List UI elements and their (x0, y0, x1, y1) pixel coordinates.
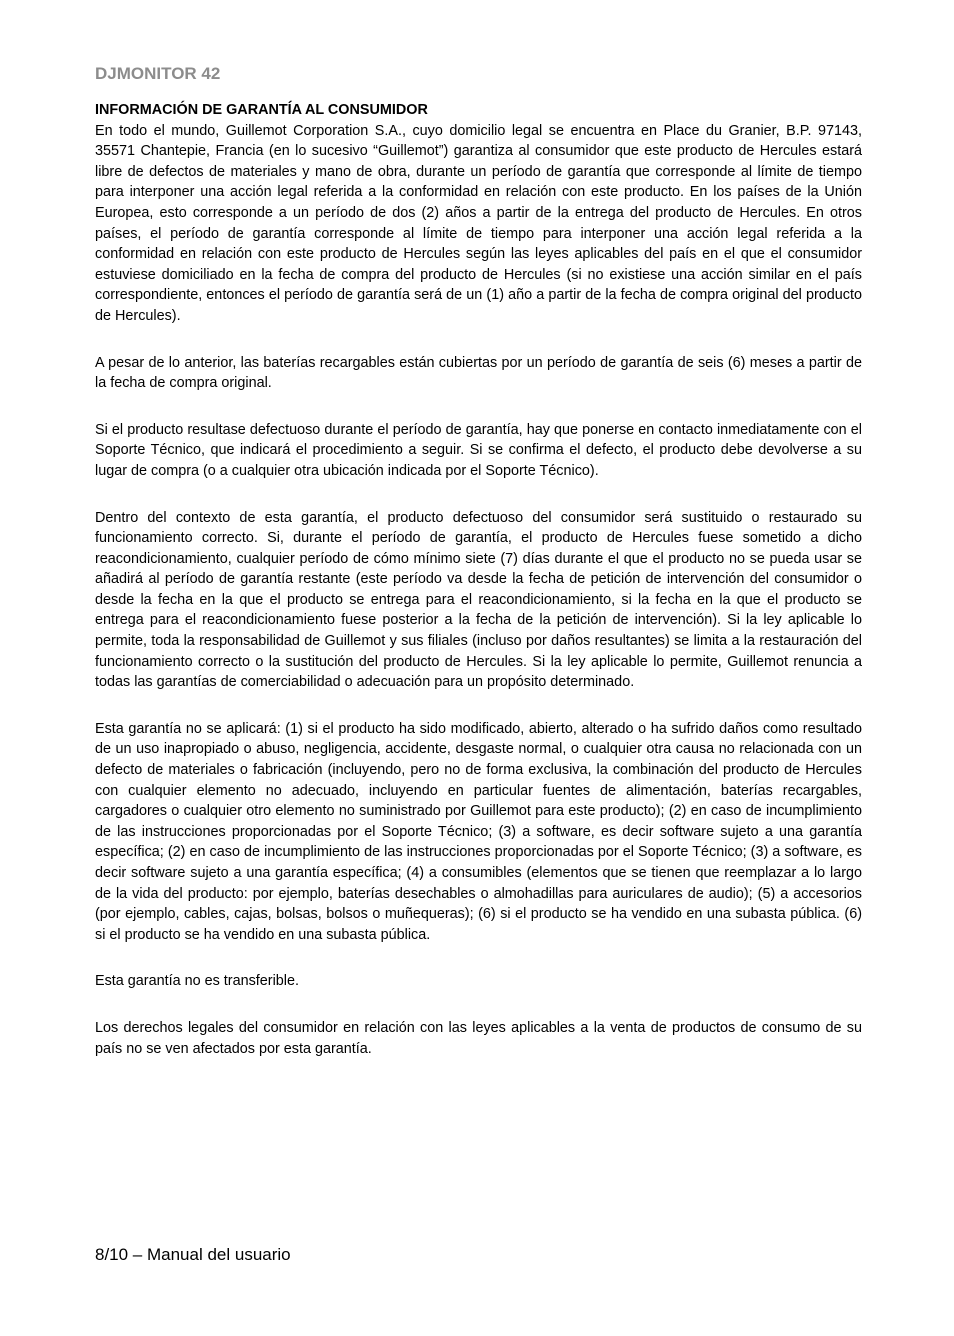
paragraph-exclusions: Esta garantía no se aplicará: (1) si el producto ha sido modificado, abierto, alterado o ha sufrido daños como resultado de un uso inapropiado o abuso, negligencia, accidente, desgaste normal, o cualquier otra causa no relacionada con un defecto de materiales o fabricación (incluyendo, pero no de forma exclusiva, la combinación del producto de Hercules con cualquier elemento no adecuado, incluyendo en particular fuentes de alimentación, baterías recargables, cargadores o cualquier otro elemento no suministrado por Guillemot para este producto); (2) en caso de incumplimiento de las instrucciones proporcionadas por el Soporte Técnico; (3) a software, es decir software sujeto a una garantía específica; (2) en caso de incumplimiento de las instrucciones proporcionadas por el Soporte Técnico; (3) a software, es decir software sujeto a una garantía específica; (4) a consumibles (elementos que se tienen que reemplazar a lo largo de la vida del producto: por ejemplo, baterías desechables o almohadillas para auriculares de audio); (5) a accesorios (por ejemplo, cables, cajas, bolsas, bolsos o muñequeras); (6) si el producto se ha vendido en una subasta pública. (6) si el producto se ha vendido en una subasta pública. (95, 720, 862, 943)
paragraph-batteries: A pesar de lo anterior, las baterías recargables están cubiertas por un período de garantía de seis (6) meses a partir de la fecha de compra original. (95, 354, 862, 392)
document-header-title: DJMONITOR 42 (95, 64, 221, 83)
paragraph-non-transferable: Esta garantía no es transferible. (95, 973, 299, 990)
page-footer: 8/10 – Manual del usuario (95, 1245, 291, 1264)
paragraph-legal-rights: Los derechos legales del consumidor en relación con las leyes aplicables a la venta de productos de consumo de su país no se ven afectados por esta garantía. (95, 1019, 862, 1057)
section-title: INFORMACIÓN DE GARANTÍA AL CONSUMIDOR (95, 102, 428, 118)
warranty-section (95, 100, 862, 1085)
paragraph-defect-procedure: Si el producto resultase defectuoso durante el período de garantía, hay que ponerse en contacto inmediatamente con el Soporte Técnico, que indicará el procedimiento a seguir. Si se confirma el defecto, el producto debe devolverse a su lugar de compra (o a cualquier otra ubicación indicada por el Soporte Técnico). (95, 421, 862, 479)
paragraph-replacement-restoration: Dentro del contexto de esta garantía, el producto defectuoso del consumidor será sustituido o restaurado su funcionamiento correcto. Si, durante el período de garantía, el producto de Hercules fuese sometido a dicho reacondicionamiento, cualquier período de cómo mínimo siete (7) días durante el que el producto no se pueda usar se añadirá al período de garantía restante (este período va desde la fecha de petición de intervención del consumidor o desde la fecha en la que el producto se entrega para el reacondicionamiento, si la fecha en la que el producto se entrega para el reacondicionamiento fuese posterior a la fecha de la petición de intervención). Si la ley aplicable lo permite, toda la responsabilidad de Guillemot y sus filiales (incluso por daños resultantes) se limita a la restauración del funcionamiento correcto o la sustitución del producto de Hercules. Si la ley aplicable lo permite, Guillemot renuncia a todas las garantías de comerciabilidad o adecuación para un propósito determinado. (95, 509, 862, 691)
paragraph-warranty-scope: En todo el mundo, Guillemot Corporation S.A., cuyo domicilio legal se encuentra en Place du Granier, B.P. 97143, 35571 Chantepie, Francia (en lo sucesivo “Guillemot”) garantiza al consumidor que este producto de Hercules estará libre de defectos de materiales y mano de obra, durante un período de garantía que corresponde al límite de tiempo para interponer una acción legal referida a la conformidad en relación con este producto. En los países de la Unión Europea, esto corresponde a un período de dos (2) años a partir de la entrega del producto de Hercules. En otros países, el período de garantía corresponde al límite de tiempo para interponer una acción legal referida a la conformidad en relación con este producto de Hercules según las leyes aplicables del país en el que el consumidor estuviese domiciliado en la fecha de compra del producto de Hercules (si no existiese una acción similar en el país correspondiente, entonces el período de garantía será de un (1) año a partir de la fecha de compra original del producto de Hercules). (95, 122, 862, 324)
